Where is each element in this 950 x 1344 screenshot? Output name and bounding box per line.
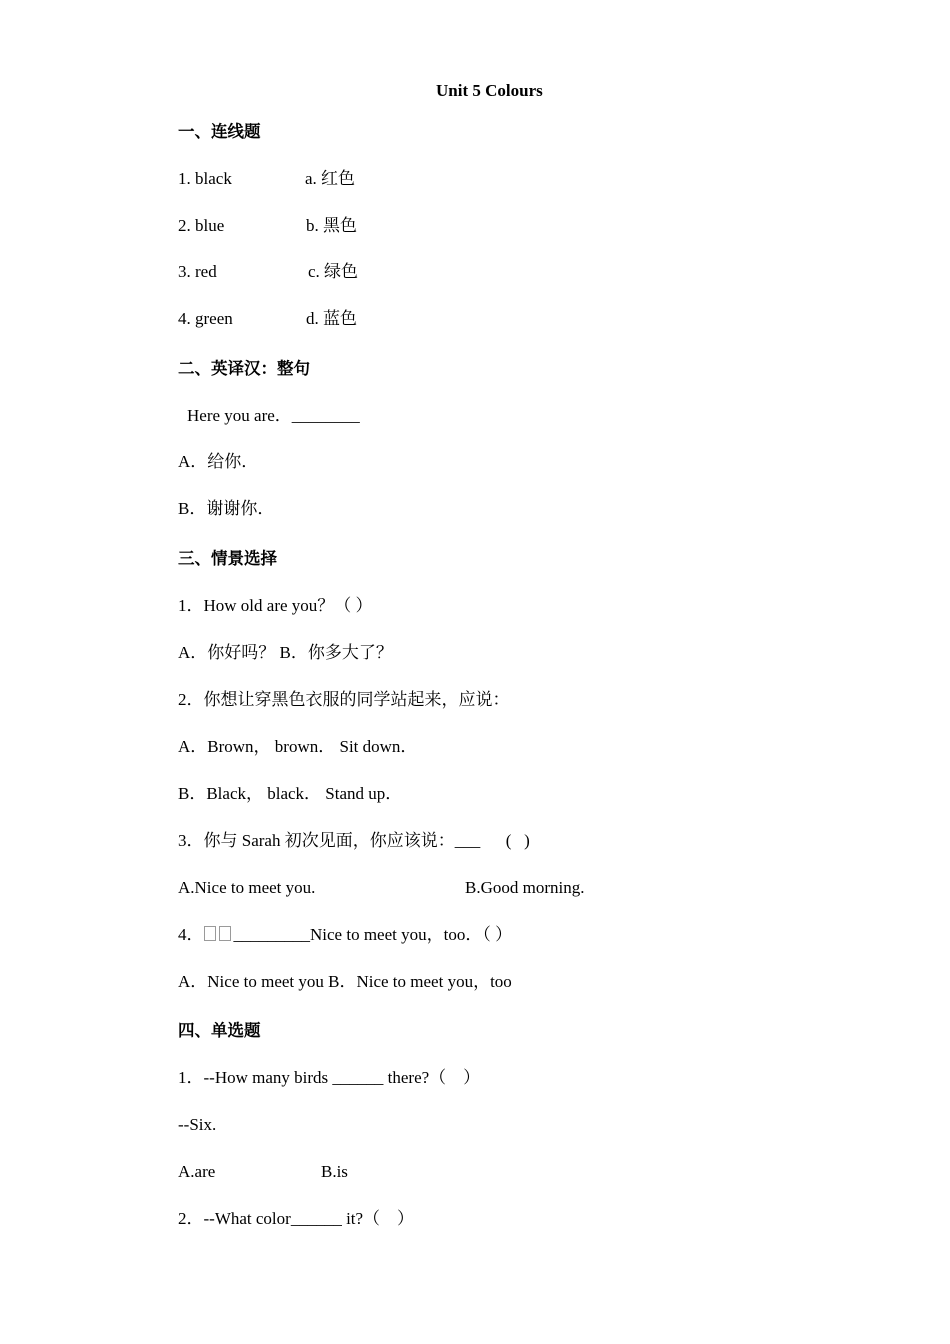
translation-question: Here you are．________ [187,406,360,425]
situation-q1: 1．How old are you？（ ） [178,596,373,615]
situation-q3-option-a: A.Nice to meet you. [178,878,316,897]
situation-q3: 3．你与 Sarah 初次见面，你应该说：___ ( ) [178,831,530,850]
situation-q2: 2．你想让穿黑色衣服的同学站起来，应说： [178,690,510,709]
section-1-heading: 一、连线题 [178,122,261,141]
section-3-heading: 三、情景选择 [178,549,277,568]
choice-q1-answer: --Six. [178,1115,217,1134]
match-left-4: 4. green [178,309,233,328]
choice-q2: 2．--What color______ it?（ ） [178,1209,415,1228]
match-left-3: 3. red [178,262,217,281]
situation-q2-option-b: B．Black， black． Stand up． [178,784,403,803]
section-4-heading: 四、单选题 [178,1021,261,1040]
match-right-1: a. 红色 [305,169,356,188]
match-right-3: c. 绿色 [308,262,359,281]
missing-glyph-icon [204,926,216,941]
translation-option-a: A．给你． [178,452,259,471]
match-right-4: d. 蓝色 [306,309,357,328]
page-title: Unit 5 Colours [436,81,543,100]
match-left-1: 1. black [178,169,232,188]
situation-q1-options: A．你好吗？ B．你多大了？ [178,643,393,662]
situation-q2-option-a: A．Brown， brown． Sit down． [178,737,418,756]
situation-q4 [178,925,512,945]
choice-q1-option-a: A.are [178,1162,216,1181]
match-right-2: b. 黑色 [306,216,357,235]
translation-option-b: B．谢谢你． [178,499,275,518]
choice-q1: 1．--How many birds ______ there?（ ） [178,1068,481,1087]
match-left-2: 2. blue [178,216,225,235]
situation-q4-number: 4． [178,925,204,944]
missing-glyph-icon [219,926,231,941]
situation-q4-text: _________Nice to meet you，too．（ ） [233,925,513,944]
section-2-heading: 二、英译汉：整句 [178,359,310,378]
situation-q3-option-b: B.Good morning. [465,878,585,897]
situation-q4-options: A．Nice to meet you B．Nice to meet you，too [178,972,512,991]
choice-q1-option-b: B.is [321,1162,348,1181]
